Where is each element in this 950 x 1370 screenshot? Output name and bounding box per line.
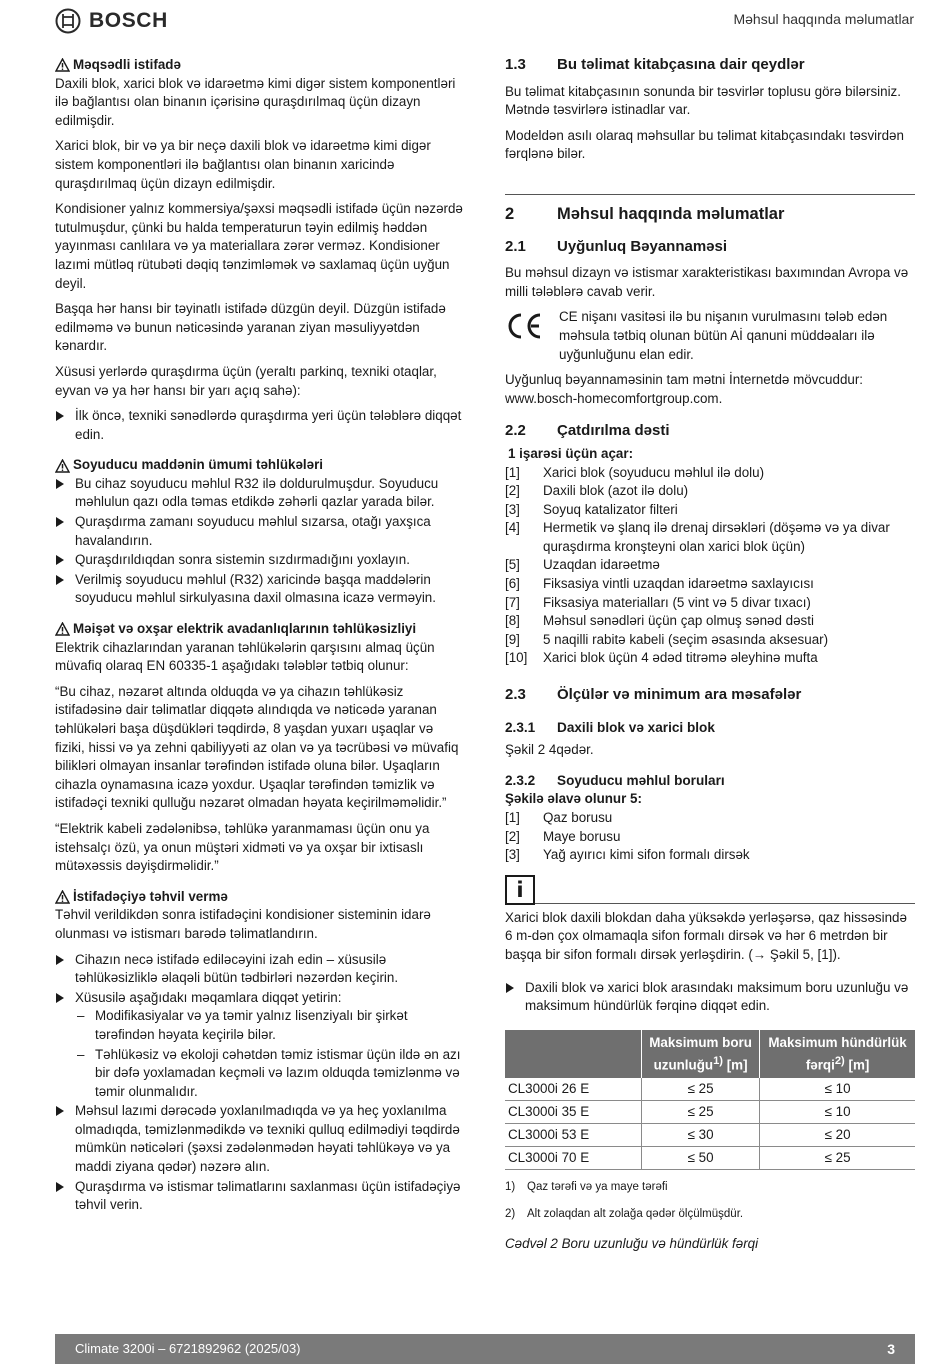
list-item: [9] 5 naqilli rabitə kabeli (seçim əsasında aksesuar) <box>505 631 829 647</box>
paragraph: Kondisioner yalnız kommersiya/şəxsi məqsədli istifadə üçün nəzərdə tutulmuşdur, çünki bu halda temperaturun təyin edilmiş həddən yayınması canlılara və ya materiallara zərər verməz. Kondisioner lazımi mütləq rütubəti dəqiq tənzimləmək və saxlamaq üçün uyğun deyil. <box>55 201 463 291</box>
electrical-safety-section <box>55 620 463 876</box>
handover-heading: İstifadəçiyə təhvil vermə <box>55 888 463 907</box>
paragraph: Bu məhsul dizayn və istismar xarakteristikası baxımından Avropa və milli tələblərə cavab verir. <box>505 265 909 299</box>
brand-name: BOSCH <box>89 8 168 32</box>
list-item: Məhsul lazımi dərəcədə yoxlanılmadıqda və ya heç yoxlanılma olmadıqda, təmizlənmədikdə və texniki qulluq edilmədiyi təqdirdə mümkün nəticələri (şəxsi zədələnmədən həyati təhlükəyə və ya maddi ziyana qədər) nəzərə alın. <box>55 1102 463 1176</box>
bullet-list <box>55 951 463 1215</box>
footnote: 1) Qaz tərəfi və ya maye tərəfi <box>505 1181 668 1194</box>
list-item: [7] Fiksasiya materialları (5 vint və 5 divar tıxacı) <box>505 594 811 610</box>
ce-mark-icon <box>505 311 545 341</box>
pipe-list <box>505 809 915 865</box>
paragraph: Şəkil 2 4qədər. <box>505 742 594 758</box>
page-number: 3 <box>887 1341 895 1357</box>
list-item: [4] Hermetik və şlanq ilə drenaj dirsəkləri (döşəmə və ya divar quraşdırma kronşteyni olan xarici blok üçün) <box>505 520 890 554</box>
section-heading-2-1: 2.1 Uyğunluq Bəyannaməsi <box>505 237 728 255</box>
list-item: Daxili blok və xarici blok arasındakı maksimum boru uzunluğu və maksimum hündürlük fərqinə diqqət edin. <box>505 979 915 1016</box>
paragraph: Modeldən asılı olaraq məhsullar bu təlimat kitabçasındakı təsvirdən fərqlənə bilər. <box>505 127 904 162</box>
list-item: [10] Xarici blok üçün 4 ədəd titrəmə əleyhinə mufta <box>505 650 818 666</box>
list-item: Quraşdırma və istismar təlimatlarını saxlanması üçün istifadəçiyə təhvil verin. <box>55 1178 463 1215</box>
section-heading-2-3-2: 2.3.2 Soyuducu məhlul boruları <box>505 772 725 788</box>
bosch-logo <box>55 8 168 34</box>
list-item: [1] Qaz borusu <box>505 810 613 825</box>
list-item: – Modifikasiyalar və ya təmir yalnız lisenziyalı bir şirkət tərəfindən həyata keçirilə bilər. <box>77 1008 408 1042</box>
refrigerant-hazards-heading: Soyuducu maddənin ümumi təhlükələri <box>55 456 463 475</box>
info-divider <box>535 903 915 904</box>
paragraph: Xarici blok, bir və ya bir neçə daxili blok və idarəetmə kimi digər sistem komponentləri ilə bağlantısı olan binanın xaricində quraşdırılmaq üçün dizayn edilmişdir. <box>55 138 431 191</box>
list-item: Quraşdırıldıqdan sonra sistemin sızdırmadığını yoxlayın. <box>55 551 463 570</box>
right-column <box>505 56 915 1254</box>
key-label: Şəkilə əlavə olunur 5: <box>505 791 642 807</box>
arrow-bullet-icon <box>56 955 64 965</box>
info-icon: i <box>505 875 535 905</box>
arrow-bullet-icon <box>56 411 64 421</box>
arrow-bullet-icon <box>56 993 64 1003</box>
paragraph: Başqa hər hansı bir təyinatlı istifadə düzgün deyil. Düzgün istifadə edilməmə və bunun nəticəsində yaranan ziyan məsuliyyətdən kənardır. <box>55 301 446 354</box>
key-label: 1 işarəsi üçün açar: <box>508 445 634 461</box>
list-item: [1] Xarici blok (soyuducu məhlul ilə dolu) <box>505 464 765 480</box>
section-heading-1-3: 1.3 Bu təlimat kitabçasına dair qeydlər <box>505 56 805 73</box>
list-item: Bu cihaz soyuducu məhlul R32 ilə doldurulmuşdur. Soyuducu məhlulun qazı odla təmas etdikdə zəhərli qazlar yarada bilər. <box>55 475 463 512</box>
bullet-list <box>505 979 915 1016</box>
dash-list <box>75 1007 463 1101</box>
list-item: [3] Yağ ayırıcı kimi sifon formalı dirsək <box>505 847 750 863</box>
warning-triangle-icon <box>55 58 70 72</box>
arrow-bullet-icon <box>56 479 64 489</box>
list-item: [5] Uzaqdan idarəetmə <box>505 557 660 573</box>
list-item: [2] Maye borusu <box>505 828 621 844</box>
left-column <box>55 56 463 1227</box>
intended-use-section <box>55 56 463 444</box>
intended-use-heading: Məqsədli istifadə <box>55 56 463 75</box>
bullet-list <box>55 475 463 608</box>
warning-triangle-icon <box>55 459 70 473</box>
paragraph: Uyğunluq bəyannaməsinin tam mətni İnternetdə mövcuddur: www.bosch-homecomfortgroup.com. <box>505 372 864 406</box>
table-caption: Cədvəl 2 Boru uzunluğu və hündürlük fərqi <box>505 1236 759 1252</box>
table-header-row <box>505 1030 915 1078</box>
table-header-model <box>505 1030 642 1078</box>
bosch-armature-icon <box>55 8 81 34</box>
handover-section <box>55 888 463 1215</box>
paragraph: Bu təlimat kitabçasının sonunda bir təsvirlər toplusu görə bilərsiniz. Mətndə təsvirlərə istinadlar var. <box>505 83 901 118</box>
warning-triangle-icon <box>55 622 70 636</box>
list-item: Xüsusilə aşağıdakı məqamlara diqqət yetirin: – Modifikasiyalar və ya təmir yalnız lisenziyalı bir şirkət tərəfindən həyata keçirilə bilər. – Təhlükəsiz və ekoloji cəhətdən təmiz istismar üçün ildə ən azı bir dəfə yoxlamadan keçməli və lazım olduqda təmizlənmə və təmir olunmalıdır. <box>55 989 463 1102</box>
arrow-bullet-icon <box>56 575 64 585</box>
table-row: CL3000i 53 E ≤ 30 ≤ 20 <box>505 1124 915 1147</box>
pipe-spec-table <box>505 1030 915 1170</box>
table-row: CL3000i 35 E ≤ 25 ≤ 10 <box>505 1101 915 1124</box>
list-item: Quraşdırma zamanı soyuducu məhlul sızarsa, otağı yaxşıca havalandırın. <box>55 513 463 550</box>
table-row: CL3000i 26 E ≤ 25 ≤ 10 <box>505 1078 915 1101</box>
paragraph: Təhvil verildikdən sonra istifadəçini kondisioner sisteminin idarə olunması və istismarı barədə təlimatlandırın. <box>55 907 431 941</box>
chapter-heading: 2 Məhsul haqqında məlumatlar <box>505 204 785 223</box>
refrigerant-hazards-section <box>55 456 463 608</box>
bullet-list <box>55 407 463 444</box>
table-header-length: Maksimum boru uzunluğu$^{1)}$ [m] <box>642 1030 760 1078</box>
list-item: – Təhlükəsiz və ekoloji cəhətdən təmiz istismar üçün ildə ən azı bir dəfə yoxlamadan keçməli və lazım olduqda təmizlənmə və təmir olunmalıdır. <box>77 1046 461 1099</box>
header-title: Məhsul haqqında məlumatlar <box>733 11 914 27</box>
table-header-height: Maksimum hündürlük fərqi$^{2)}$ [m] <box>760 1030 915 1078</box>
info-text: Xarici blok daxili blokdan daha yüksəkdə yerləşərsə, qaz hissəsində 6 m-dən çox olmamaqla sifon formalı dirsək və hər 6 metrdən bir başqa bir sifon formalı dirsək yerləşdirin. (→ Şəkil 5, [1]). <box>505 909 907 962</box>
section-heading-2-3-1: 2.3.1 Daxili blok və xarici blok <box>505 719 715 735</box>
warning-triangle-icon <box>55 890 70 904</box>
section-heading-2-2: 2.2 Çatdırılma dəsti <box>505 422 670 440</box>
paragraph: Daxili blok, xarici blok və idarəetmə kimi digər sistem komponentləri ilə bağlantısı olan binanın içərisinə quraşdırılmaq üçün dizayn edilmişdir. <box>55 75 456 128</box>
list-item: [6] Fiksasiya vintli uzaqdan idarəetmə saxlayıcısı <box>505 576 814 592</box>
list-item: İlk öncə, texniki sənədlərdə quraşdırma yeri üçün tələblərə diqqət edin. <box>55 407 463 444</box>
footnote: 2) Alt zolaqdan alt zolağa qədər ölçülmüşdür. <box>505 1207 744 1220</box>
list-item: Cihazın necə istifadə ediləcəyini izah edin – xüsusilə təhlükəsizliklə əlaqəli bütün tədbirləri nəzərdən keçirin. <box>55 951 463 988</box>
paragraph: Xüsusi yerlərdə quraşdırma üçün (yeraltı parkinq, texniki otaqlar, eyvan və ya hər hansı bir yarı açıq sahə): <box>55 363 437 398</box>
page-header <box>0 0 950 40</box>
arrow-bullet-icon <box>56 1106 64 1116</box>
table-row: CL3000i 70 E ≤ 50 ≤ 25 <box>505 1147 915 1170</box>
footer-doc-id: Climate 3200i – 6721892962 (2025/03) <box>75 1341 301 1356</box>
info-notice <box>505 875 915 905</box>
ce-notice <box>505 308 915 364</box>
list-item: [2] Daxili blok (azot ilə dolu) <box>505 483 689 499</box>
electrical-safety-heading: Məişət və oxşar elektrik avadanlıqlarının təhlükəsizliyi <box>55 620 463 639</box>
paragraph: “Bu cihaz, nəzarət altında olduqda və ya cihazın təhlükəsiz istifadəsinə dair təlimatlar diqqətə alındıqda və nəticədə yaranan təhlükələri başa düşdükləri təqdirdə, 8 yaşdan yuxarı uşaqlar və fiziki, hissi və ya zehni qabiliyyəti az olan və ya təcrübəsi və müvafiq bilikləri olmayan insanlar tərəfindən istifadə oluna bilər. Uşaqların cihazla oynamasına icazə yoxdur. Uşaqlar tərəfindən təmizlik və istifadəçi texniki qulluğu nəzarət olmadan həyata keçirilməməlidir.” <box>55 683 459 811</box>
arrow-bullet-icon <box>506 983 514 993</box>
arrow-bullet-icon <box>56 555 64 565</box>
arrow-bullet-icon <box>56 1182 64 1192</box>
arrow-bullet-icon <box>56 517 64 527</box>
list-item: Verilmiş soyuducu məhlul (R32) xaricində başqa maddələrin soyuducu məhlul sirkulyasına daxil olmasına icazə verməyin. <box>55 571 463 608</box>
section-heading-2-3: 2.3 Ölçülər və minimum ara məsafələr <box>505 686 802 704</box>
page-footer <box>55 1334 915 1364</box>
list-item: [3] Soyuq katalizator filteri <box>505 501 678 517</box>
delivery-list <box>505 464 915 669</box>
ce-text: CE nişanı vasitəsi ilə bu nişanın vurulmasını tələb edən məhsula tətbiq olunan bütün Aİ qanuni müddəaları ilə uyğunluğunu elan edir. <box>559 309 888 362</box>
paragraph: “Elektrik kabeli zədələnibsə, təhlükə yaranmaması üçün onu ya istehsalçı özü, ya onun müştəri xidməti və ya oxşar bir ixtisaslı mütəxəssis dəyişdirməlidir.” <box>55 820 430 874</box>
paragraph: Elektrik cihazlarından yaranan təhlükələrin qarşısını almaq üçün müvafiq olaraq EN 60335-1 aşağıdakı tələblər tətbiq olunur: <box>55 639 435 674</box>
list-item: [8] Məhsul sənədləri üçün çap olmuş sənəd dəsti <box>505 613 814 629</box>
